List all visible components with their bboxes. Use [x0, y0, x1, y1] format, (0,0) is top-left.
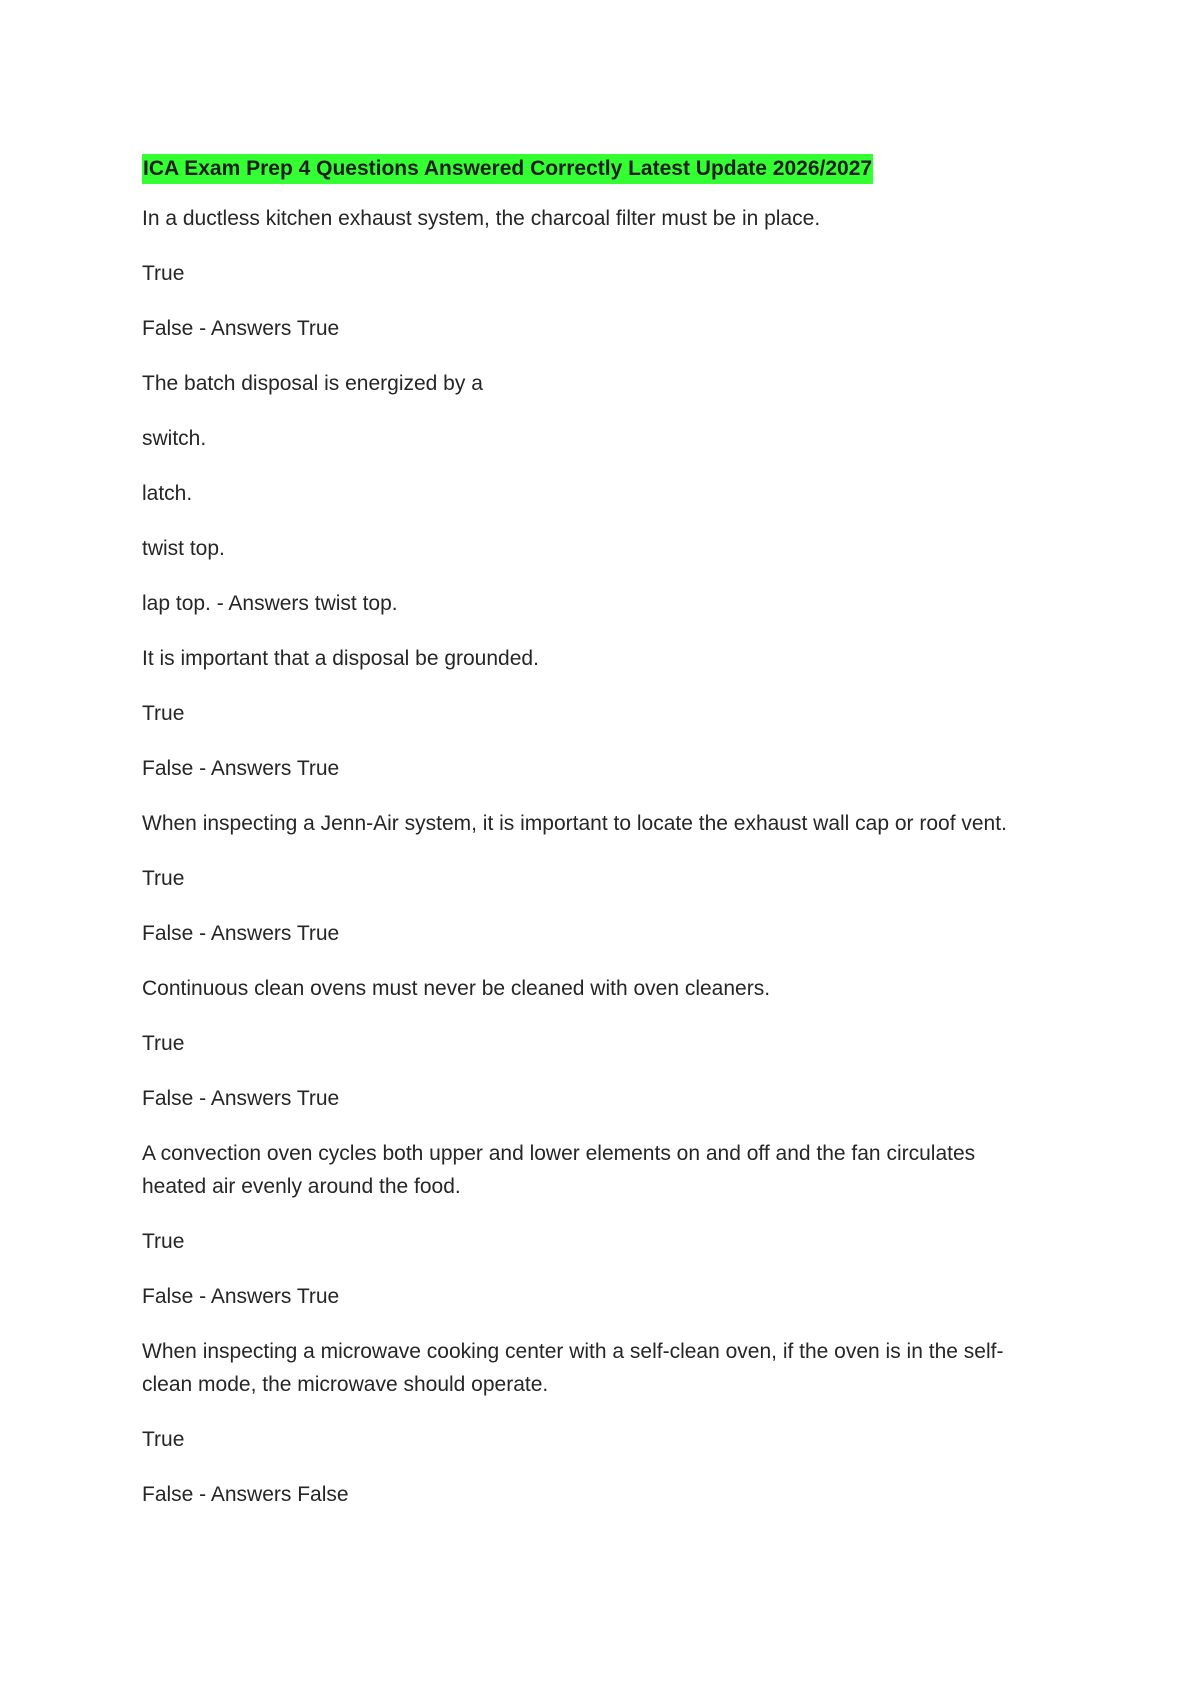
question-text: In a ductless kitchen exhaust system, the charcoal filter must be in place. [142, 207, 821, 230]
answer-option: switch. [142, 427, 207, 450]
answer-option: False - Answers True [142, 1087, 340, 1110]
answer-option: False - Answers True [142, 757, 340, 780]
question-text: A convection oven cycles both upper and lower elements on and off and the fan circulates heated air evenly around the food. [142, 1142, 976, 1198]
answer-option: True [142, 1428, 185, 1451]
answer-option: twist top. [142, 537, 225, 560]
answer-option: True [142, 867, 185, 890]
answer-option: False - Answers False [142, 1483, 349, 1506]
document-body [142, 154, 1042, 1533]
document-title: ICA Exam Prep 4 Questions Answered Correctly Latest Update 2026/2027 [142, 154, 873, 184]
answer-option: latch. [142, 482, 193, 505]
answer-option: False - Answers True [142, 317, 340, 340]
question-text: When inspecting a microwave cooking center with a self-clean oven, if the oven is in the self-clean mode, the microwave should operate. [142, 1340, 1004, 1396]
answer-option: True [142, 1230, 185, 1253]
question-text: It is important that a disposal be grounded. [142, 647, 539, 670]
question-text: When inspecting a Jenn-Air system, it is important to locate the exhaust wall cap or roof vent. [142, 812, 1007, 835]
answer-option: True [142, 262, 185, 285]
question-text: Continuous clean ovens must never be cleaned with oven cleaners. [142, 977, 771, 1000]
answer-option: False - Answers True [142, 922, 340, 945]
answer-option: False - Answers True [142, 1285, 340, 1308]
answer-option: lap top. - Answers twist top. [142, 592, 398, 615]
answer-option: True [142, 1032, 185, 1055]
answer-option: True [142, 702, 185, 725]
question-text: The batch disposal is energized by a [142, 372, 483, 395]
